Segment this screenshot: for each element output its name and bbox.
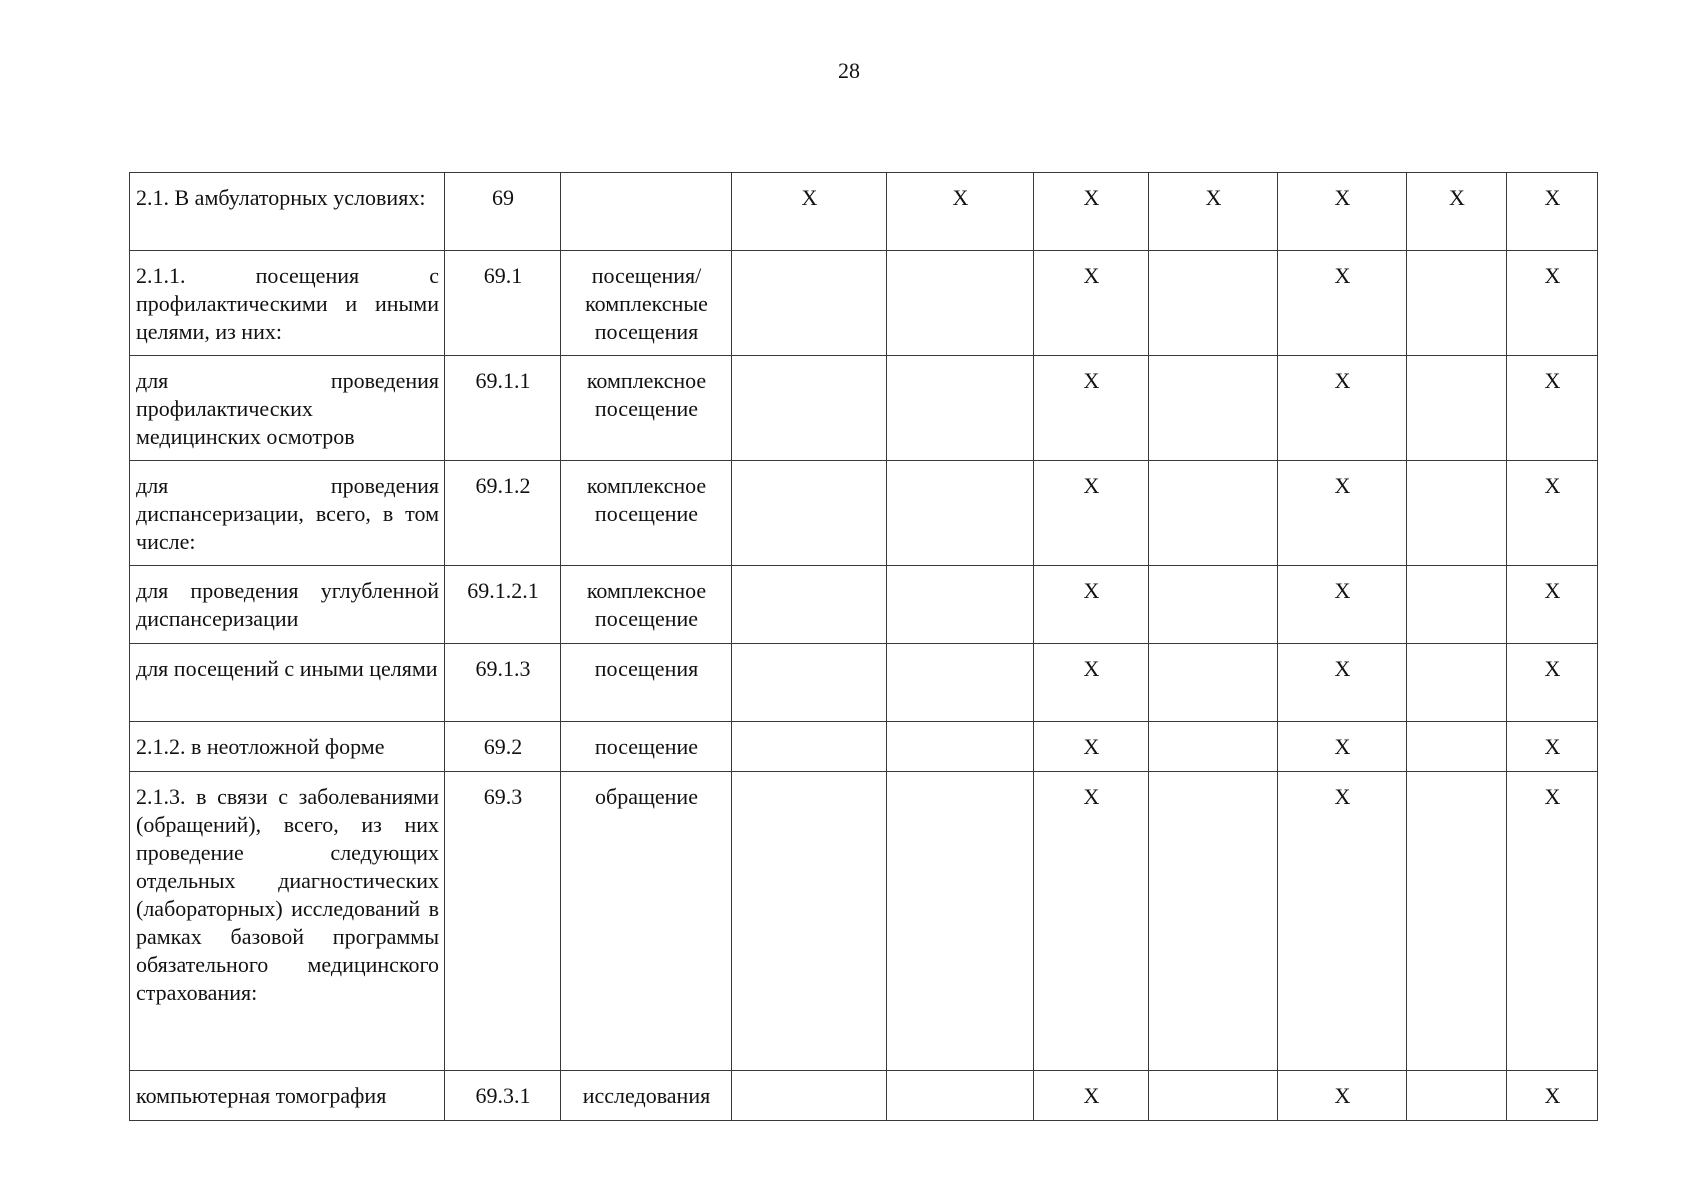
- row-name-cell: 2.1.1. посещения с профилактическими и иными целями, из них:: [130, 251, 445, 356]
- row-unit-cell: [561, 173, 732, 251]
- row-name-cell: для проведения углубленной диспансеризации: [130, 566, 445, 644]
- x-mark-cell: X: [1507, 566, 1598, 644]
- x-mark-cell: X: [1278, 1071, 1407, 1121]
- row-unit-cell: посещение: [561, 722, 732, 772]
- x-mark-cell: X: [1507, 644, 1598, 722]
- row-name-cell: для посещений с иными целями: [130, 644, 445, 722]
- empty-cell: [732, 644, 887, 722]
- x-mark-cell: X: [1034, 461, 1149, 566]
- x-mark-cell: X: [1034, 566, 1149, 644]
- x-mark-cell: X: [1034, 173, 1149, 251]
- empty-cell: [732, 1071, 887, 1121]
- x-mark-cell: X: [1507, 772, 1598, 1071]
- row-code-cell: 69.3.1: [445, 1071, 561, 1121]
- table-row: [130, 356, 1598, 461]
- empty-cell: [1407, 722, 1507, 772]
- empty-cell: [732, 722, 887, 772]
- empty-cell: [1149, 356, 1278, 461]
- x-mark-cell: X: [1407, 173, 1507, 251]
- x-mark-cell: X: [1034, 644, 1149, 722]
- row-unit-cell: исследования: [561, 1071, 732, 1121]
- x-mark-cell: X: [1507, 173, 1598, 251]
- row-code-cell: 69.1.2: [445, 461, 561, 566]
- x-mark-cell: X: [1278, 722, 1407, 772]
- empty-cell: [1407, 251, 1507, 356]
- row-unit-cell: комплексное посещение: [561, 356, 732, 461]
- table-row: [130, 1071, 1598, 1121]
- empty-cell: [1407, 566, 1507, 644]
- empty-cell: [1407, 644, 1507, 722]
- empty-cell: [1149, 772, 1278, 1071]
- row-name-cell: 2.1.2. в неотложной форме: [130, 722, 445, 772]
- empty-cell: [887, 722, 1034, 772]
- empty-cell: [1149, 1071, 1278, 1121]
- empty-cell: [1149, 251, 1278, 356]
- x-mark-cell: X: [1507, 356, 1598, 461]
- empty-cell: [1149, 722, 1278, 772]
- empty-cell: [1407, 356, 1507, 461]
- row-unit-cell: комплексное посещение: [561, 566, 732, 644]
- x-mark-cell: X: [1507, 461, 1598, 566]
- x-mark-cell: X: [1278, 644, 1407, 722]
- row-name-cell: 2.1. В амбулаторных условиях:: [130, 173, 445, 251]
- empty-cell: [732, 461, 887, 566]
- row-code-cell: 69.2: [445, 722, 561, 772]
- row-unit-cell: посещения/ комплексные посещения: [561, 251, 732, 356]
- x-mark-cell: X: [1034, 356, 1149, 461]
- x-mark-cell: X: [732, 173, 887, 251]
- x-mark-cell: X: [1507, 1071, 1598, 1121]
- empty-cell: [1149, 566, 1278, 644]
- row-unit-cell: комплексное посещение: [561, 461, 732, 566]
- x-mark-cell: X: [1149, 173, 1278, 251]
- table-row: [130, 173, 1598, 251]
- table-row: [130, 251, 1598, 356]
- row-name-cell: компьютерная томография: [130, 1071, 445, 1121]
- x-mark-cell: X: [1034, 722, 1149, 772]
- empty-cell: [887, 566, 1034, 644]
- row-name-cell: для проведения профилактических медицинских осмотров: [130, 356, 445, 461]
- empty-cell: [1407, 1071, 1507, 1121]
- empty-cell: [732, 566, 887, 644]
- row-name-cell: для проведения диспансеризации, всего, в том числе:: [130, 461, 445, 566]
- row-name-cell: 2.1.3. в связи с заболеваниями (обращений), всего, из них проведение следующих отдельных диагностических (лабораторных) исследований в рамках базовой программы обязательного медицинского страхования:: [130, 772, 445, 1071]
- table-row: [130, 722, 1598, 772]
- empty-cell: [1149, 644, 1278, 722]
- x-mark-cell: X: [1278, 566, 1407, 644]
- table-body: [130, 173, 1598, 1121]
- x-mark-cell: X: [1507, 722, 1598, 772]
- empty-cell: [732, 356, 887, 461]
- row-unit-cell: обращение: [561, 772, 732, 1071]
- x-mark-cell: X: [1507, 251, 1598, 356]
- program-table: [129, 172, 1598, 1121]
- page-number: 28: [838, 58, 860, 83]
- empty-cell: [887, 1071, 1034, 1121]
- empty-cell: [732, 251, 887, 356]
- x-mark-cell: X: [1034, 772, 1149, 1071]
- empty-cell: [887, 356, 1034, 461]
- table-row: [130, 772, 1598, 1071]
- x-mark-cell: X: [1278, 173, 1407, 251]
- x-mark-cell: X: [1278, 356, 1407, 461]
- x-mark-cell: X: [1278, 772, 1407, 1071]
- empty-cell: [1149, 461, 1278, 566]
- x-mark-cell: X: [1034, 1071, 1149, 1121]
- empty-cell: [1407, 461, 1507, 566]
- row-code-cell: 69.1.3: [445, 644, 561, 722]
- row-code-cell: 69.1: [445, 251, 561, 356]
- row-code-cell: 69.1.2.1: [445, 566, 561, 644]
- empty-cell: [887, 644, 1034, 722]
- empty-cell: [732, 772, 887, 1071]
- row-code-cell: 69: [445, 173, 561, 251]
- table-row: [130, 566, 1598, 644]
- row-unit-cell: посещения: [561, 644, 732, 722]
- empty-cell: [887, 251, 1034, 356]
- empty-cell: [1407, 772, 1507, 1071]
- x-mark-cell: X: [1034, 251, 1149, 356]
- row-code-cell: 69.3: [445, 772, 561, 1071]
- row-code-cell: 69.1.1: [445, 356, 561, 461]
- empty-cell: [887, 772, 1034, 1071]
- x-mark-cell: X: [887, 173, 1034, 251]
- x-mark-cell: X: [1278, 461, 1407, 566]
- table-row: [130, 644, 1598, 722]
- x-mark-cell: X: [1278, 251, 1407, 356]
- empty-cell: [887, 461, 1034, 566]
- table-row: [130, 461, 1598, 566]
